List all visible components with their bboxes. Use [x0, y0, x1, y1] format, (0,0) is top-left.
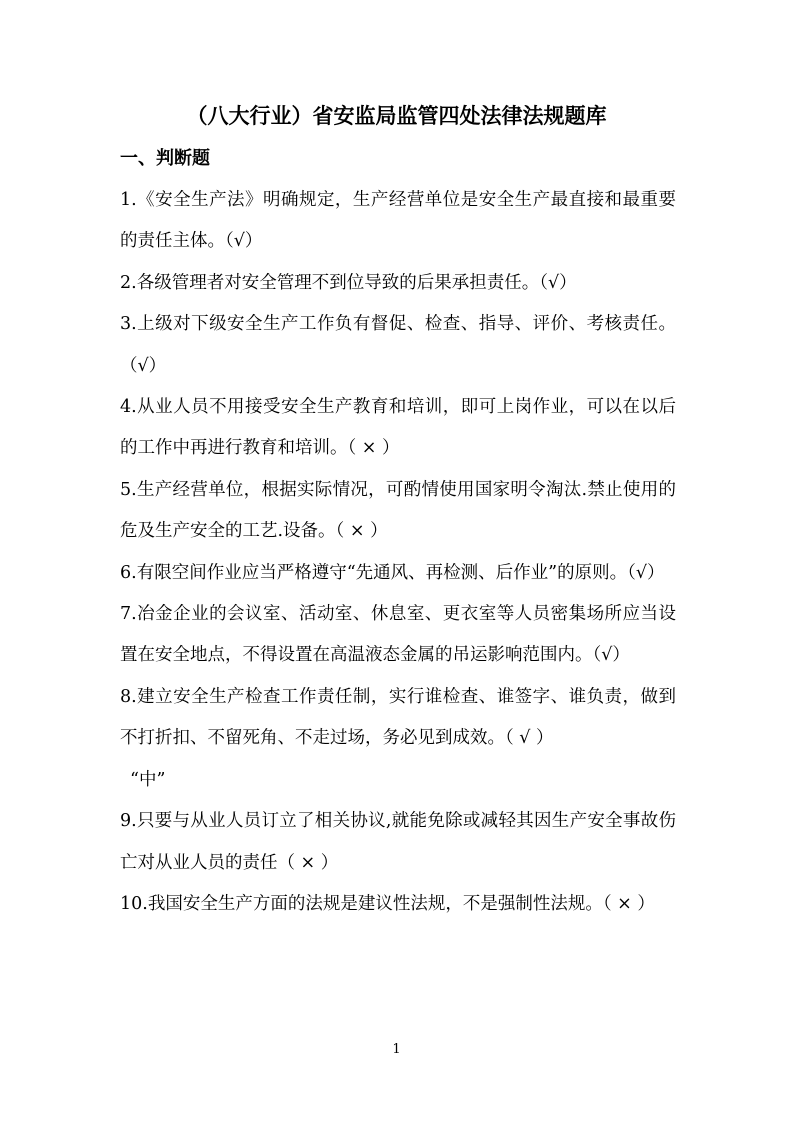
question-item: 10.我国安全生产方面的法规是建议性法规，不是强制性法规。（ × ） — [120, 893, 655, 914]
question-item: 5.生产经营单位，根据实际情况，可酌情使用国家明令淘汰.禁止使用的危及生产安全的工艺.设备。（ × ） — [120, 479, 676, 542]
question-item: 3.上级对下级安全生产工作负有督促、检查、指导、评价、考核责任。（√） — [120, 314, 676, 376]
question-item: 4.从业人员不用接受安全生产教育和培训，即可上岗作业，可以在以后的工作中再进行教育和培训。（ × ） — [120, 397, 676, 459]
question-item: 2.各级管理者对安全管理不到位导致的后果承担责任。（√） — [120, 272, 577, 293]
stray-note: “中” — [130, 769, 166, 790]
page-number: 1 — [392, 1042, 401, 1057]
question-item: 9.只要与从业人员订立了相关协议,就能免除或减轻其因生产安全事故伤亡对从业人员的责任（ × ） — [120, 811, 676, 873]
question-item: 8.建立安全生产检查工作责任制，实行谁检查、谁签字、谁负责，做到不打折扣、不留死角、不走过场，务必见到成效。（ √ ） — [120, 686, 676, 749]
section-heading: 一、判断题 — [120, 148, 210, 169]
document-title: （八大行业）省安监局监管四处法律法规题库 — [186, 103, 607, 128]
question-list — [120, 180, 676, 925]
question-item: 7.冶金企业的会议室、活动室、休息室、更衣室等人员密集场所应当设置在安全地点，不得设置在高温液态金属的吊运影响范围内。（√） — [120, 604, 676, 666]
question-item: 6.有限空间作业应当严格遵守“先通风、再检测、后作业”的原则。（√） — [120, 562, 665, 583]
question-item: 1.《安全生产法》明确规定，生产经营单位是安全生产最直接和最重要的责任主体。（√） — [120, 190, 676, 252]
